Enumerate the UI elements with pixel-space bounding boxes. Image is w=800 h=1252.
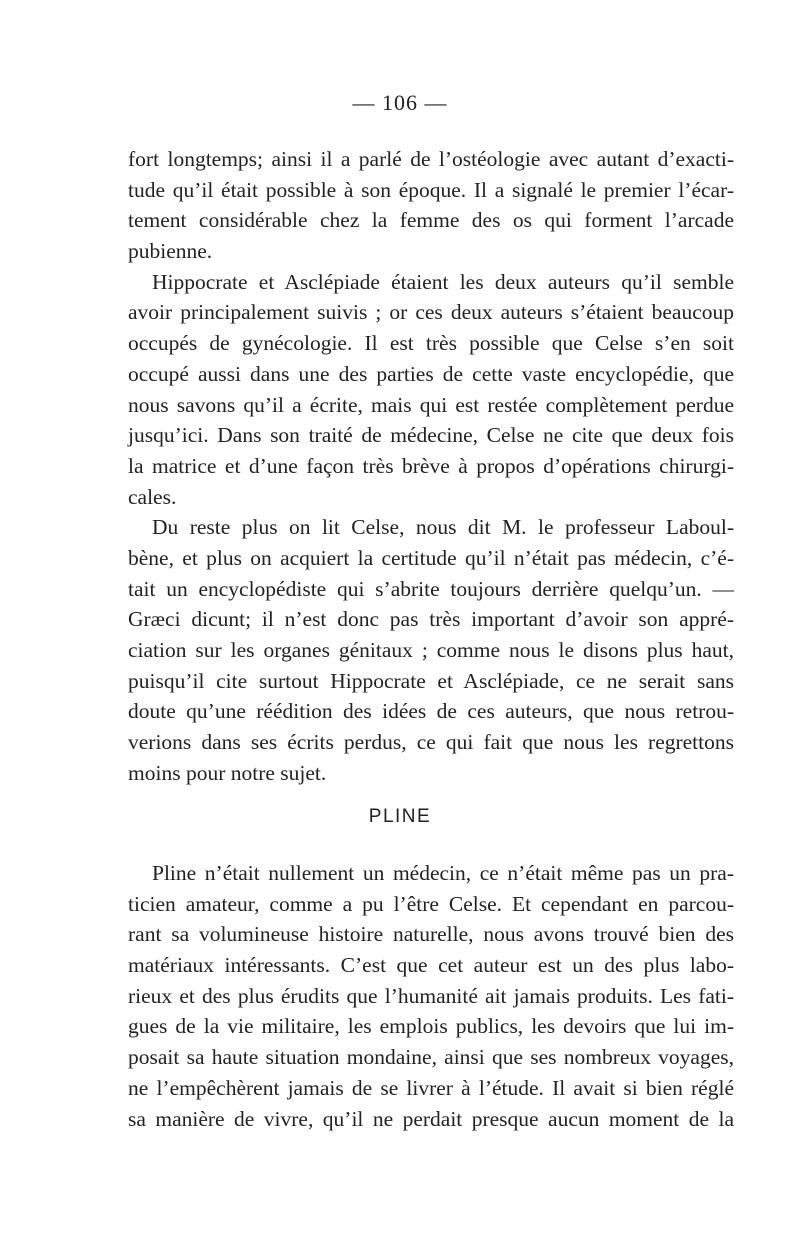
text-line: occupés de gynécologie. Il est très possible que Celse s’en soit	[128, 331, 734, 356]
text-line: la matrice et d’une façon très brève à propos d’opérations chirurgi-	[128, 453, 734, 478]
text-line: occupé aussi dans une des parties de cette vaste encyclopédie, que	[128, 361, 734, 386]
text-line: tement considérable chez la femme des os qui forment l’arcade	[128, 208, 734, 233]
text-line: Pline n’était nullement un médecin, ce n’était même pas un pra-	[152, 861, 734, 885]
section-pline-text	[128, 858, 734, 1134]
text-line: Græci dicunt; il n’est donc pas très important d’avoir son appré-	[128, 607, 734, 632]
text-line: pubienne.	[128, 239, 213, 264]
section-celse-text	[128, 144, 734, 788]
text-line: rieux et des plus érudits que l’humanité ait jamais produits. Les fati-	[128, 983, 734, 1008]
section-heading: PLINE	[368, 806, 432, 827]
text-line: tude qu’il était possible à son époque. Il a signalé le premier l’écar-	[128, 177, 734, 202]
text-line: matériaux intéressants. C’est que cet auteur est un des plus labo-	[128, 953, 734, 978]
text-line: puisqu’il cite surtout Hippocrate et Asclépiade, ce ne serait sans	[128, 668, 734, 693]
page-number: — 106 —	[352, 90, 448, 115]
text-line: cales.	[128, 484, 177, 509]
text-line: doute qu’une réédition des idées de ces auteurs, que nous retrou-	[128, 699, 734, 724]
text-line: moins pour notre sujet.	[128, 760, 327, 785]
text-line: Du reste plus on lit Celse, nous dit M. le professeur Laboul-	[152, 515, 734, 540]
text-line: Hippocrate et Asclépiade étaient les deux auteurs qu’il semble	[152, 269, 734, 294]
text-line: bène, et plus on acquiert la certitude qu’il n’était pas médecin, c’é-	[128, 545, 734, 570]
text-line: avoir principalement suivis ; or ces deux auteurs s’étaient beaucoup	[128, 300, 734, 325]
text-line: rant sa volumineuse histoire naturelle, nous avons trouvé bien des	[128, 922, 734, 947]
text-line: tait un encyclopédiste qui s’abrite toujours derrière quelqu’un. —	[128, 576, 734, 601]
text-line: gues de la vie militaire, les emplois publics, les devoirs que lui im-	[128, 1014, 734, 1039]
text-line: posait sa haute situation mondaine, ainsi que ses nombreux voyages,	[128, 1045, 734, 1070]
text-line: ne l’empêchèrent jamais de se livrer à l’étude. Il avait si bien réglé	[128, 1075, 734, 1100]
text-line: jusqu’ici. Dans son traité de médecine, Celse ne cite que deux fois	[128, 423, 734, 448]
text-line: ciation sur les organes génitaux ; comme nous le disons plus haut,	[128, 638, 734, 662]
text-line: ticien amateur, comme a pu l’être Celse. Et cependant en parcou-	[128, 891, 734, 916]
text-line: verions dans ses écrits perdus, ce qui fait que nous les regrettons	[128, 730, 734, 755]
text-line: fort longtemps; ainsi il a parlé de l’ostéologie avec autant d’exacti-	[128, 147, 734, 171]
text-line: nous savons qu’il a écrite, mais qui est restée complètement perdue	[128, 392, 734, 417]
text-line: sa manière de vivre, qu’il ne perdait presque aucun moment de la	[128, 1106, 734, 1131]
